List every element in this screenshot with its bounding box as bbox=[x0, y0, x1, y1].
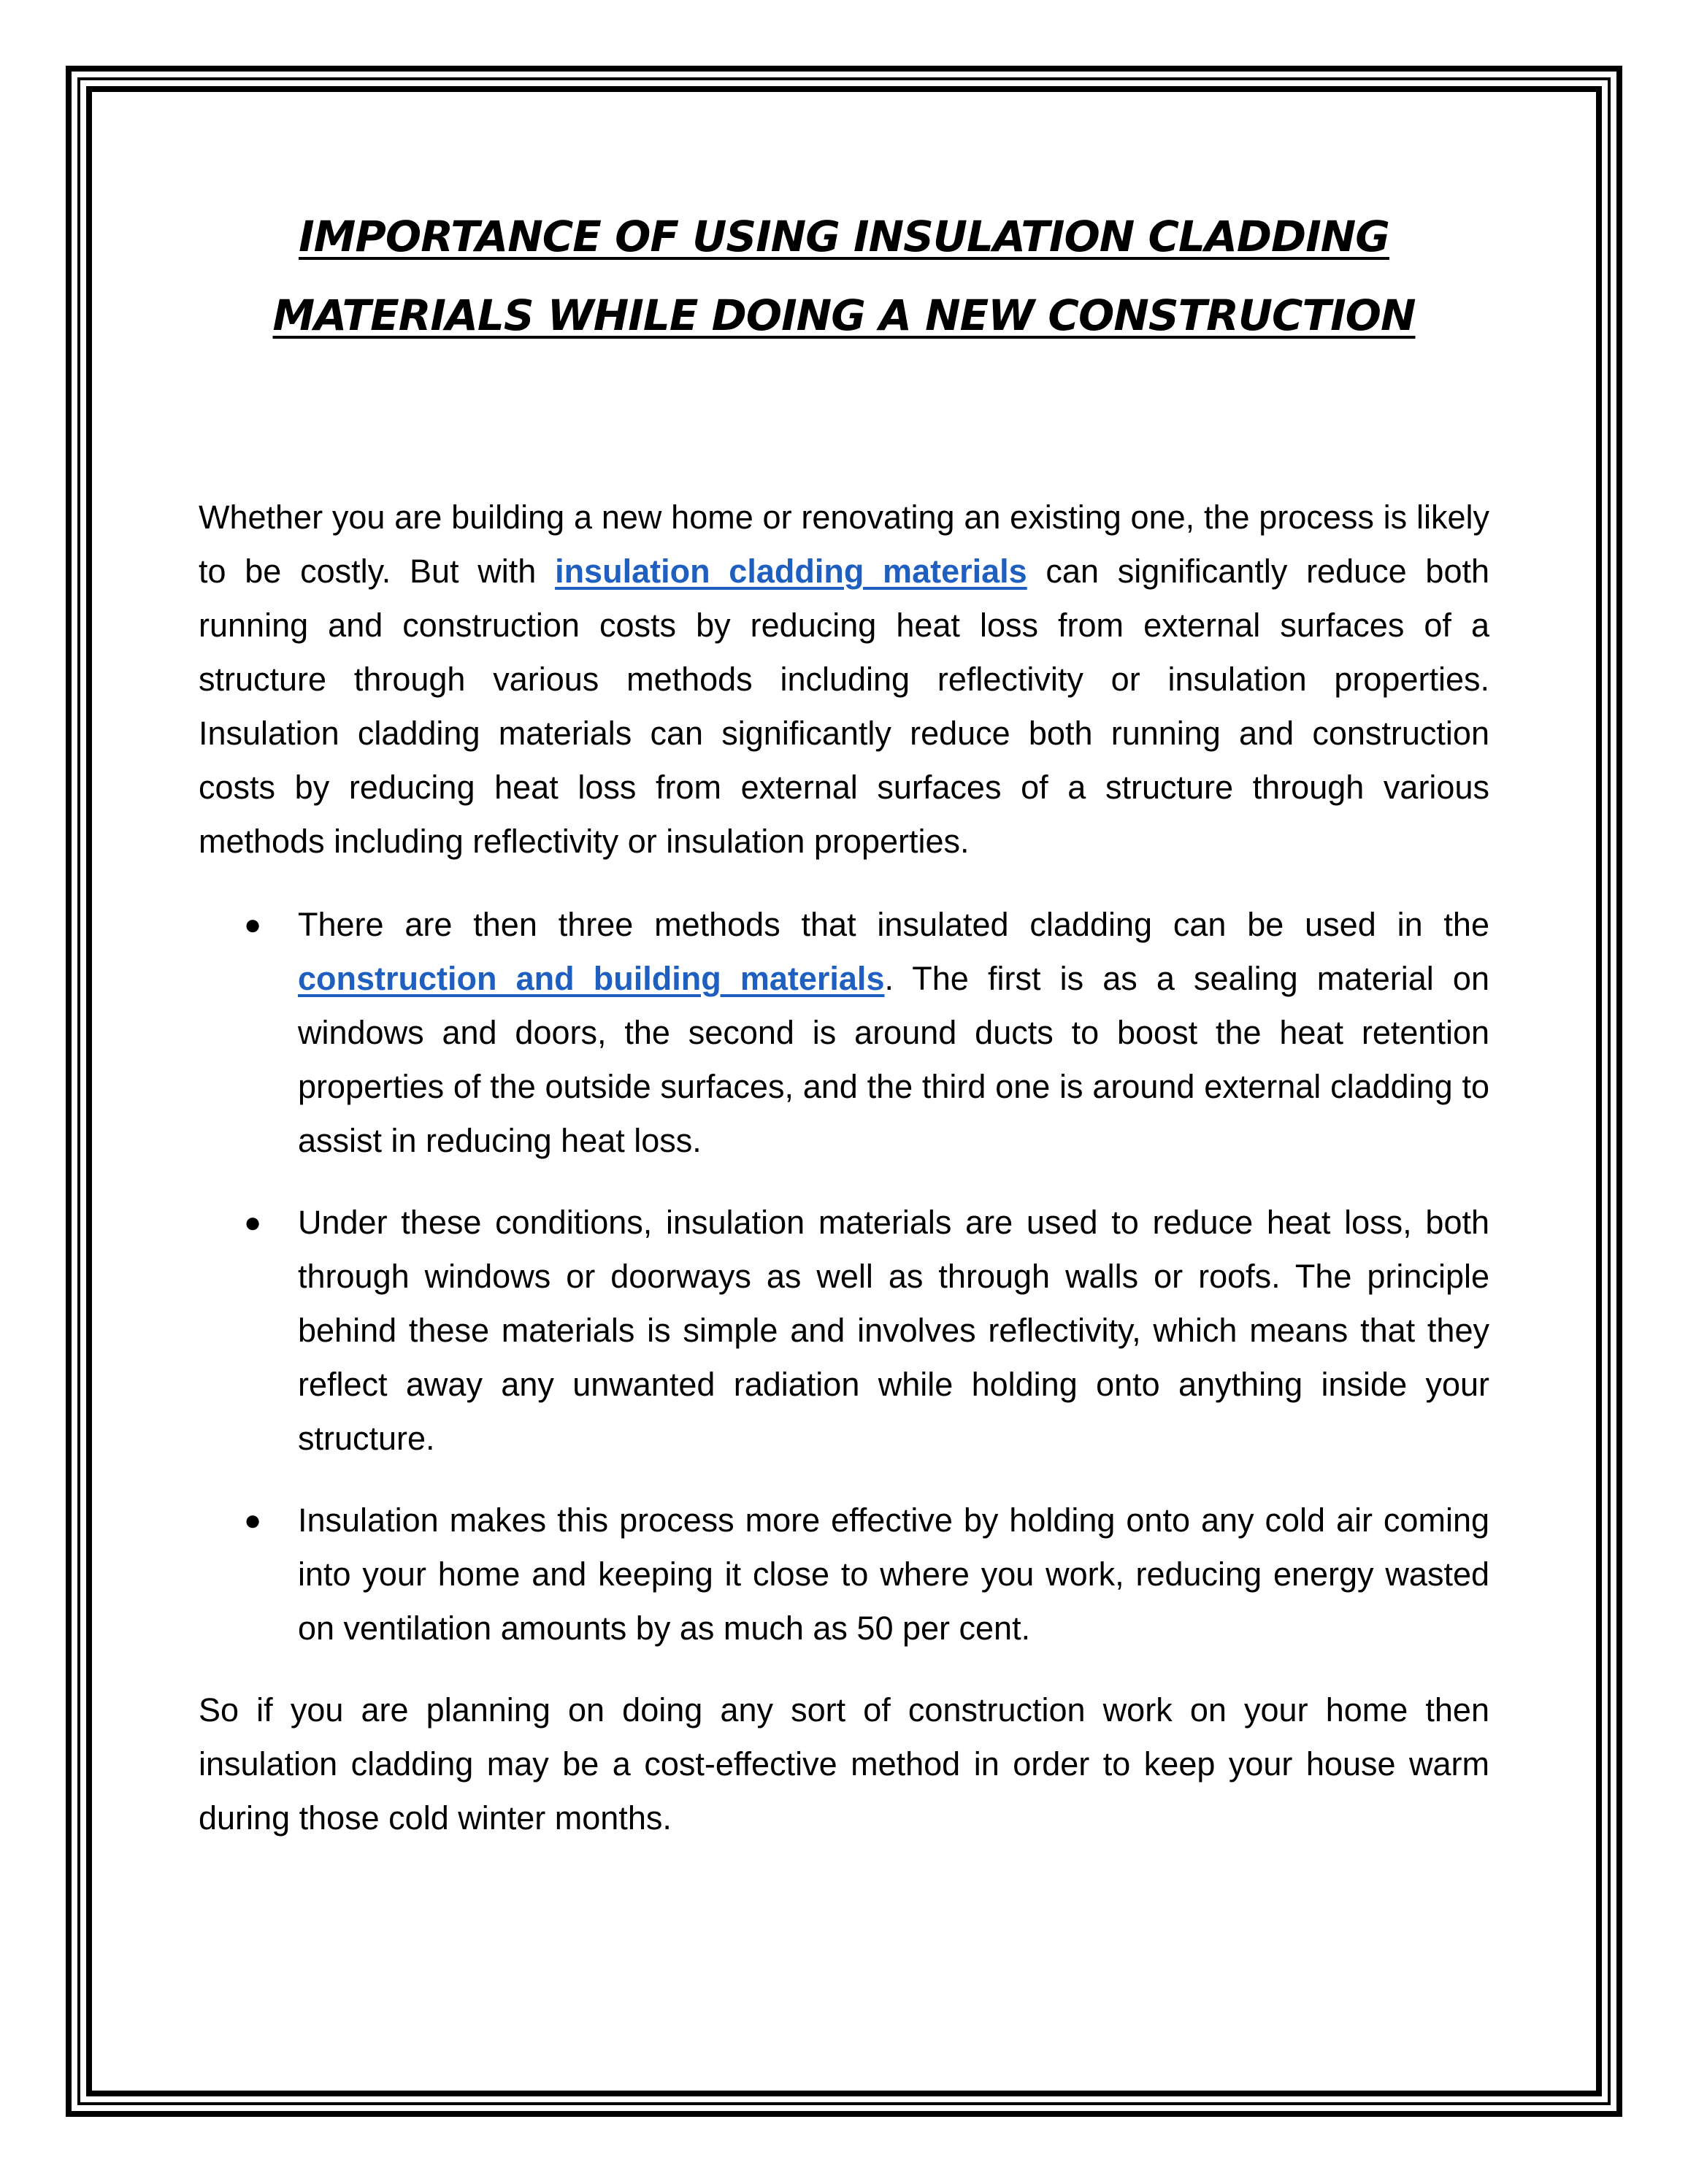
list-item bbox=[199, 1196, 1489, 1466]
bullet-3-text: Insulation makes this process more effective by holding onto any cold air coming into your home and keeping it close to where you work, reducing energy wasted on ventilation amounts by as much as 50 per cent. bbox=[298, 1502, 1489, 1647]
insulation-cladding-materials-link[interactable]: insulation cladding materials bbox=[555, 553, 1027, 590]
list-item bbox=[199, 1493, 1489, 1656]
document-body bbox=[199, 197, 1489, 1845]
bullet-1-text-before-link: There are then three methods that insulated cladding can be used in the bbox=[298, 906, 1489, 943]
bullet-2-text: Under these conditions, insulation materials are used to reduce heat loss, both through windows or doorways as well as through walls or roofs. The principle behind these materials is simple and involves reflectivity, which means that they reflect away any unwanted radiation while holding onto anything inside your structure. bbox=[298, 1204, 1489, 1457]
bullet-icon: ● bbox=[244, 1207, 262, 1239]
title-line-1: IMPORTANCE OF USING INSULATION CLADDING bbox=[299, 212, 1389, 261]
bullet-icon: ● bbox=[244, 909, 262, 941]
intro-text-after-link: can significantly reduce both running and construction costs by reducing heat loss from external surfaces of a structure through various methods including reflectivity or insulation properties. Insulation cladding materials can significantly reduce both running and construction costs by reducing heat loss from external surfaces of a structure through various methods including reflectivity or insulation properties. bbox=[199, 553, 1489, 860]
list-item bbox=[199, 898, 1489, 1168]
title-line-2: MATERIALS WHILE DOING A NEW CONSTRUCTION bbox=[272, 291, 1416, 340]
intro-paragraph bbox=[199, 491, 1489, 869]
bullet-list bbox=[199, 898, 1489, 1656]
conclusion-paragraph: So if you are planning on doing any sort of construction work on your home then insulation cladding may be a cost-effective method in order to keep your house warm during those cold winter months. bbox=[199, 1691, 1489, 1837]
document-title bbox=[199, 197, 1489, 355]
intro-text-before-link: Whether you are building a new home or renovating an existing one, the process is likely to be costly. But with bbox=[199, 499, 1489, 590]
construction-building-materials-link[interactable]: construction and building materials bbox=[298, 960, 885, 997]
bullet-1-text-after-link: . The first is as a sealing material on windows and doors, the second is around ducts to boost the heat retention properties of the outside surfaces, and the third one is around external cladding to assist in reducing heat loss. bbox=[298, 960, 1489, 1159]
bullet-icon: ● bbox=[244, 1504, 262, 1537]
